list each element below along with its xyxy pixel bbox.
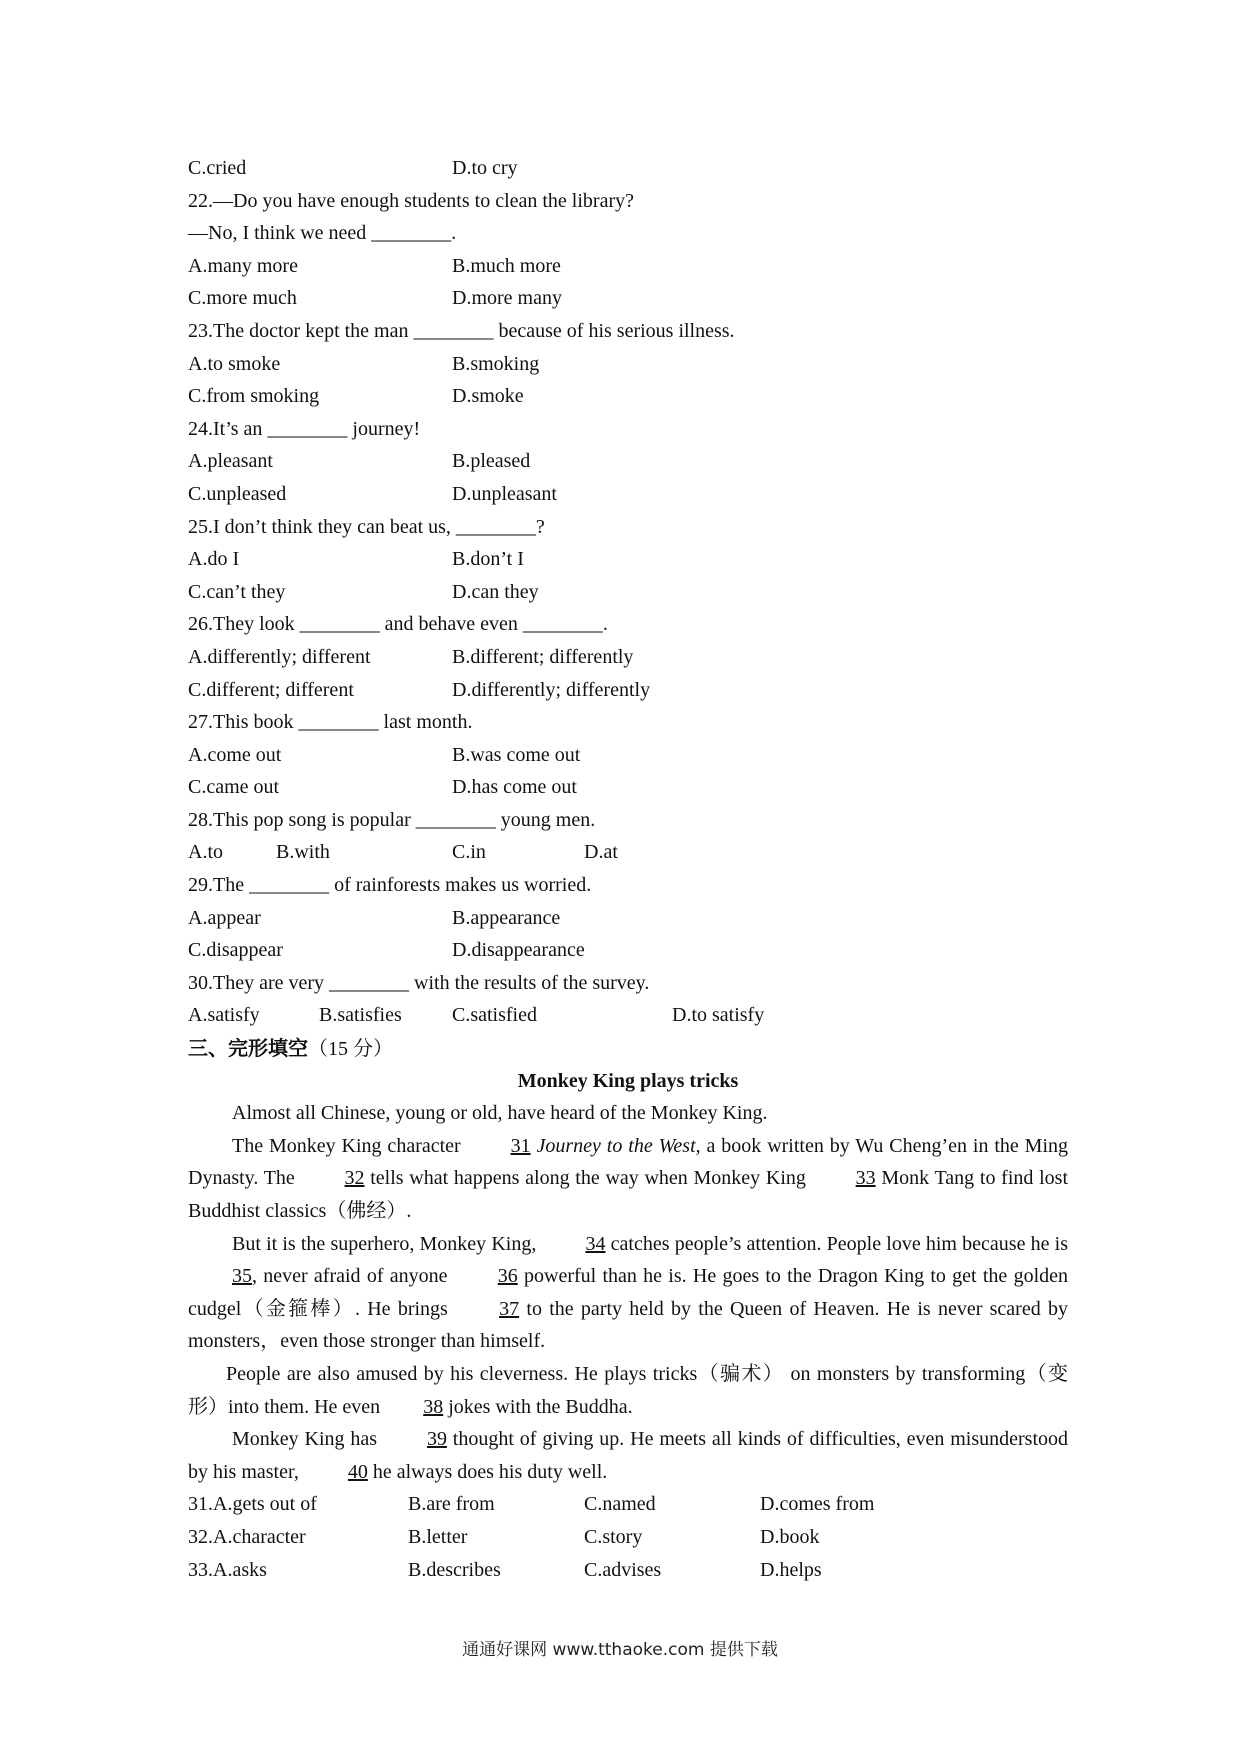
q22-reply: —No, I think we need ________. bbox=[188, 222, 457, 245]
q24-option-b: B.pleased bbox=[452, 450, 531, 473]
paragraph-text: he always does his duty well. bbox=[367, 1460, 608, 1483]
q31-option-a: 31.A.gets out of bbox=[188, 1493, 317, 1516]
paragraph-text: But it is the superhero, Monkey King, bbox=[232, 1232, 542, 1255]
q27-options-row-1 bbox=[188, 739, 1068, 772]
q22-option-b: B.much more bbox=[452, 254, 561, 277]
q22-stem: 22.—Do you have enough students to clean the library? bbox=[188, 189, 634, 212]
paragraph-text: catches people’s attention. People love him because he is bbox=[605, 1232, 1068, 1255]
q22-option-a: A.many more bbox=[188, 254, 298, 277]
q27-option-a: A.come out bbox=[188, 743, 282, 766]
q25-option-c: C.can’t they bbox=[188, 580, 286, 603]
section-title: 三、完形填空 bbox=[188, 1036, 308, 1061]
paragraph-text: People are also amused by his cleverness. He plays tricks（骗术） on monsters by transforming（变形）into them. He even bbox=[188, 1362, 1068, 1418]
q22-option-d: D.more many bbox=[452, 287, 562, 310]
q25-option-a: A.do I bbox=[188, 548, 240, 571]
passage-title: Monkey King plays tricks bbox=[517, 1069, 739, 1092]
section-heading bbox=[188, 1032, 1068, 1065]
q30-option-a: A.satisfy bbox=[188, 1004, 260, 1027]
q29-option-b: B.appearance bbox=[452, 906, 561, 929]
q24-option-d: D.unpleasant bbox=[452, 482, 557, 505]
cloze-blank-38: 38 bbox=[423, 1395, 444, 1418]
paragraph-text: to the party held by the Queen of Heaven. He is never scared by monsters，even those stronger than himself. bbox=[188, 1297, 1068, 1353]
q33-option-b: B.describes bbox=[408, 1558, 501, 1581]
paragraph-text: Monkey King has bbox=[232, 1428, 383, 1451]
q26-stem: 26.They look ________ and behave even ________. bbox=[188, 613, 608, 636]
q26-option-a: A.differently; different bbox=[188, 645, 371, 668]
cloze-blank-32: 32 bbox=[344, 1167, 365, 1190]
q23-option-a: A.to smoke bbox=[188, 352, 281, 375]
q28-option-b: B.with bbox=[276, 841, 330, 864]
q25-options-row-1 bbox=[188, 543, 1068, 576]
q32-option-a: 32.A.character bbox=[188, 1525, 306, 1548]
q28-option-a: A.to bbox=[188, 841, 223, 864]
q23-option-b: B.smoking bbox=[452, 352, 540, 375]
q31-option-d: D.comes from bbox=[760, 1493, 875, 1516]
q33-option-a: 33.A.asks bbox=[188, 1558, 267, 1581]
q25-option-d: D.can they bbox=[452, 580, 539, 603]
q30-option-c: C.satisfied bbox=[452, 1004, 537, 1027]
q27-stem: 27.This book ________ last month. bbox=[188, 711, 473, 734]
q31-option-b: B.are from bbox=[408, 1493, 495, 1516]
paragraph-text: , a book written by Wu Cheng’en in the Ming Dynasty. The bbox=[188, 1134, 1069, 1190]
cloze-blank-34: 34 bbox=[585, 1232, 606, 1255]
q22-options-row-1 bbox=[188, 250, 1068, 283]
q29-option-a: A.appear bbox=[188, 906, 261, 929]
q32-option-b: B.letter bbox=[408, 1525, 468, 1548]
q27-option-d: D.has come out bbox=[452, 776, 577, 799]
q30-option-b: B.satisfies bbox=[319, 1004, 402, 1027]
q28-option-d: D.at bbox=[584, 841, 618, 864]
q23-option-d: D.smoke bbox=[452, 385, 524, 408]
q24-option-c: C.unpleased bbox=[188, 482, 287, 505]
passage-paragraph-5 bbox=[188, 1423, 1068, 1488]
exam-page bbox=[188, 152, 1068, 1586]
q25-options-row-2 bbox=[188, 576, 1068, 609]
q26-options-row-2 bbox=[188, 674, 1068, 707]
q33-option-c: C.advises bbox=[584, 1558, 662, 1581]
cloze-blank-31: 31 bbox=[510, 1134, 531, 1157]
q30-option-d: D.to satisfy bbox=[672, 1004, 765, 1027]
q29-options-row-2 bbox=[188, 934, 1068, 967]
q33-options-row bbox=[188, 1554, 1068, 1587]
q32-option-d: D.book bbox=[760, 1525, 820, 1548]
paragraph-text: Monk Tang to find lost Buddhist classics（佛经）. bbox=[188, 1167, 1068, 1222]
q28-options-row bbox=[188, 836, 1068, 869]
q29-option-c: C.disappear bbox=[188, 939, 283, 962]
cloze-blank-35: 35 bbox=[232, 1265, 252, 1288]
cloze-blank-36: 36 bbox=[497, 1265, 518, 1288]
paragraph-text: jokes with the Buddha. bbox=[443, 1395, 633, 1418]
q28-stem: 28.This pop song is popular ________ young men. bbox=[188, 808, 596, 831]
q29-stem: 29.The ________ of rainforests makes us worried. bbox=[188, 874, 592, 897]
passage-paragraph-1: Almost all Chinese, young or old, have heard of the Monkey King. bbox=[232, 1102, 768, 1125]
q30-stem: 30.They are very ________ with the results of the survey. bbox=[188, 971, 650, 994]
q32-options-row bbox=[188, 1521, 1068, 1554]
q21-option-d: D.to cry bbox=[452, 157, 518, 179]
paragraph-text: The Monkey King character bbox=[232, 1134, 467, 1157]
q26-options-row-1 bbox=[188, 641, 1068, 674]
cloze-blank-33: 33 bbox=[855, 1167, 876, 1190]
q24-options-row-2 bbox=[188, 478, 1068, 511]
passage-paragraph-4 bbox=[188, 1358, 1068, 1423]
q24-stem: 24.It’s an ________ journey! bbox=[188, 417, 421, 440]
passage-paragraph-2 bbox=[188, 1130, 1068, 1228]
q21-options-row bbox=[188, 152, 1068, 185]
q27-option-b: B.was come out bbox=[452, 743, 581, 766]
section-score: （15 分） bbox=[308, 1038, 393, 1061]
cloze-blank-40: 40 bbox=[347, 1460, 368, 1483]
q30-options-row bbox=[188, 999, 1068, 1032]
book-title: Journey to the West bbox=[536, 1134, 696, 1157]
q25-option-b: B.don’t I bbox=[452, 548, 524, 571]
q26-option-d: D.differently; differently bbox=[452, 678, 651, 701]
q25-stem: 25.I don’t think they can beat us, ________? bbox=[188, 515, 545, 538]
q29-options-row-1 bbox=[188, 902, 1068, 935]
q27-options-row-2 bbox=[188, 771, 1068, 804]
q22-option-c: C.more much bbox=[188, 287, 297, 310]
q31-options-row bbox=[188, 1488, 1068, 1521]
q28-option-c: C.in bbox=[452, 841, 486, 864]
q26-option-c: C.different; different bbox=[188, 678, 354, 701]
q31-option-c: C.named bbox=[584, 1493, 656, 1516]
passage-paragraph-3 bbox=[188, 1228, 1068, 1358]
q29-option-d: D.disappearance bbox=[452, 939, 585, 962]
q23-options-row-2 bbox=[188, 380, 1068, 413]
page-footer: 通通好课网 www.tthaoke.com 提供下载 bbox=[462, 1640, 778, 1660]
q24-options-row-1 bbox=[188, 445, 1068, 478]
cloze-blank-39: 39 bbox=[426, 1428, 447, 1451]
q23-stem: 23.The doctor kept the man ________ because of his serious illness. bbox=[188, 319, 735, 342]
cloze-blank-37: 37 bbox=[499, 1297, 520, 1320]
q26-option-b: B.different; differently bbox=[452, 645, 634, 668]
q27-option-c: C.came out bbox=[188, 776, 280, 799]
q21-option-c: C.cried bbox=[188, 157, 247, 179]
paragraph-text: powerful than he is. He goes to the Dragon King to get the golden cudgel（金箍棒）. He brings bbox=[188, 1265, 1068, 1320]
q24-option-a: A.pleasant bbox=[188, 450, 273, 473]
paragraph-text: , never afraid of anyone bbox=[252, 1265, 454, 1288]
q32-option-c: C.story bbox=[584, 1525, 643, 1548]
q23-option-c: C.from smoking bbox=[188, 385, 320, 408]
q23-options-row-1 bbox=[188, 348, 1068, 381]
paragraph-text: thought of giving up. He meets all kinds of difficulties, even misunderstood by his master, bbox=[188, 1428, 1069, 1483]
q22-options-row-2 bbox=[188, 282, 1068, 315]
q33-option-d: D.helps bbox=[760, 1558, 822, 1581]
paragraph-text: tells what happens along the way when Monkey King bbox=[364, 1167, 812, 1190]
